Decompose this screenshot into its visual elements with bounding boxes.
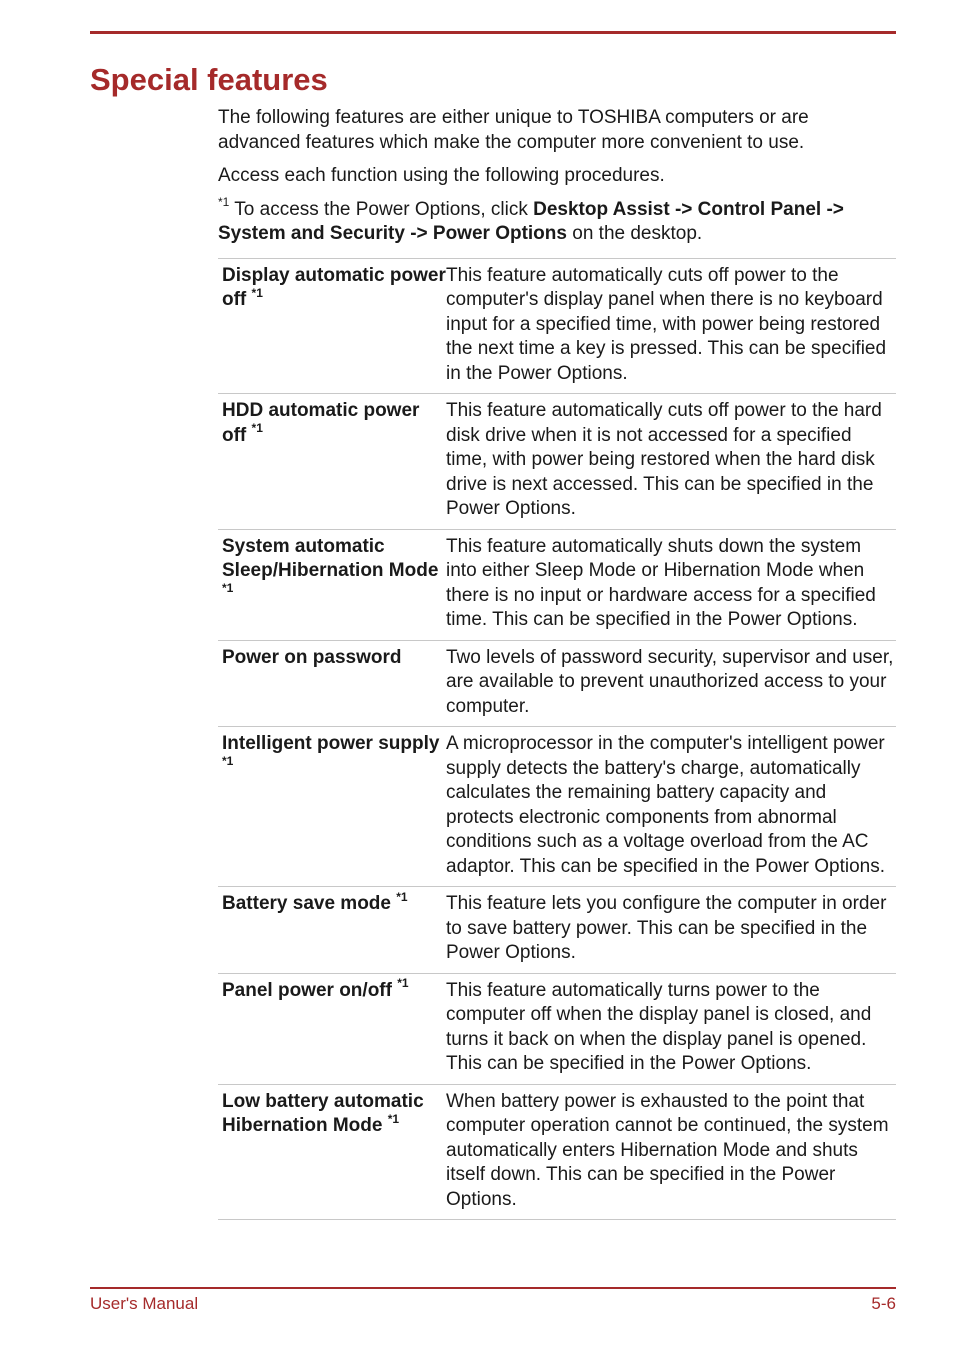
table-row — [218, 640, 896, 727]
page-number: 5-6 — [871, 1294, 896, 1313]
features-table — [218, 258, 896, 1221]
main-content — [218, 106, 896, 1220]
page-title: Special features — [90, 62, 328, 97]
feature-description: This feature automatically turns power to the computer off when the display panel is closed, and turns it back on when the display panel is opened. This can be specified in the Power Options. — [446, 973, 896, 1084]
feature-description: A microprocessor in the computer's intelligent power supply detects the battery's charge, automatically calculates the remaining battery capacity and protects electronic components from abnormal conditions such as a voltage overload from the AC adaptor. This can be specified in the Power Options. — [446, 727, 896, 887]
footnote-marker: *1 — [218, 195, 230, 210]
feature-term: Intelligent power supply $^{*1}$ — [218, 727, 446, 887]
table-row — [218, 1084, 896, 1220]
table-row — [218, 529, 896, 640]
feature-term: HDD automatic power off $^{*1}$ — [218, 394, 446, 530]
header-rule — [90, 31, 896, 34]
table-row — [218, 887, 896, 974]
footnote-text-after: on the desktop. — [566, 223, 703, 244]
table-row — [218, 973, 896, 1084]
feature-term: Power on password — [218, 640, 446, 727]
table-row — [218, 258, 896, 394]
access-paragraph: Access each function using the following procedures. — [218, 165, 665, 186]
footnote-paragraph — [218, 195, 896, 247]
feature-term: Display automatic power off $^{*1}$ — [218, 258, 446, 394]
table-row — [218, 394, 896, 530]
feature-description: Two levels of password security, supervisor and user, are available to prevent unauthorized access to your computer. — [446, 640, 896, 727]
footer-manual-title: User's Manual — [90, 1294, 199, 1313]
feature-description: This feature automatically shuts down the system into either Sleep Mode or Hibernation Mode when there is no input or hardware access for a specified time. This can be specified in the Power Options. — [446, 529, 896, 640]
footer-rule — [90, 1287, 896, 1289]
feature-term: Panel power on/off $^{*1}$ — [218, 973, 446, 1084]
feature-term: Low battery automatic Hibernation Mode $^{*1}$ — [218, 1084, 446, 1220]
feature-term: System automatic Sleep/Hibernation Mode $^{*1}$ — [218, 529, 446, 640]
feature-term: Battery save mode $^{*1}$ — [218, 887, 446, 974]
feature-description: When battery power is exhausted to the point that computer operation cannot be continued, the system automatically enters Hibernation Mode and shuts itself down. This can be specified in the Power Options. — [446, 1084, 896, 1220]
power-options-path: Desktop Assist -> Control Panel -> System and Security -> Power Options — [218, 198, 844, 244]
feature-description: This feature lets you configure the computer in order to save battery power. This can be specified in the Power Options. — [446, 887, 896, 974]
feature-description: This feature automatically cuts off power to the hard disk drive when it is not accessed for a specified time, with power being restored when the hard disk drive is next accessed. This can be specified in the Power Options. — [446, 394, 896, 530]
intro-paragraph: The following features are either unique to TOSHIBA computers or are advanced features which make the computer more convenient to use. — [218, 107, 809, 153]
footnote-text-before: To access the Power Options, click — [229, 198, 534, 220]
feature-description: This feature automatically cuts off power to the computer's display panel when there is no keyboard input for a specified time, with power being restored the next time a key is pressed. This can be specified in the Power Options. — [446, 258, 896, 394]
table-row — [218, 727, 896, 887]
